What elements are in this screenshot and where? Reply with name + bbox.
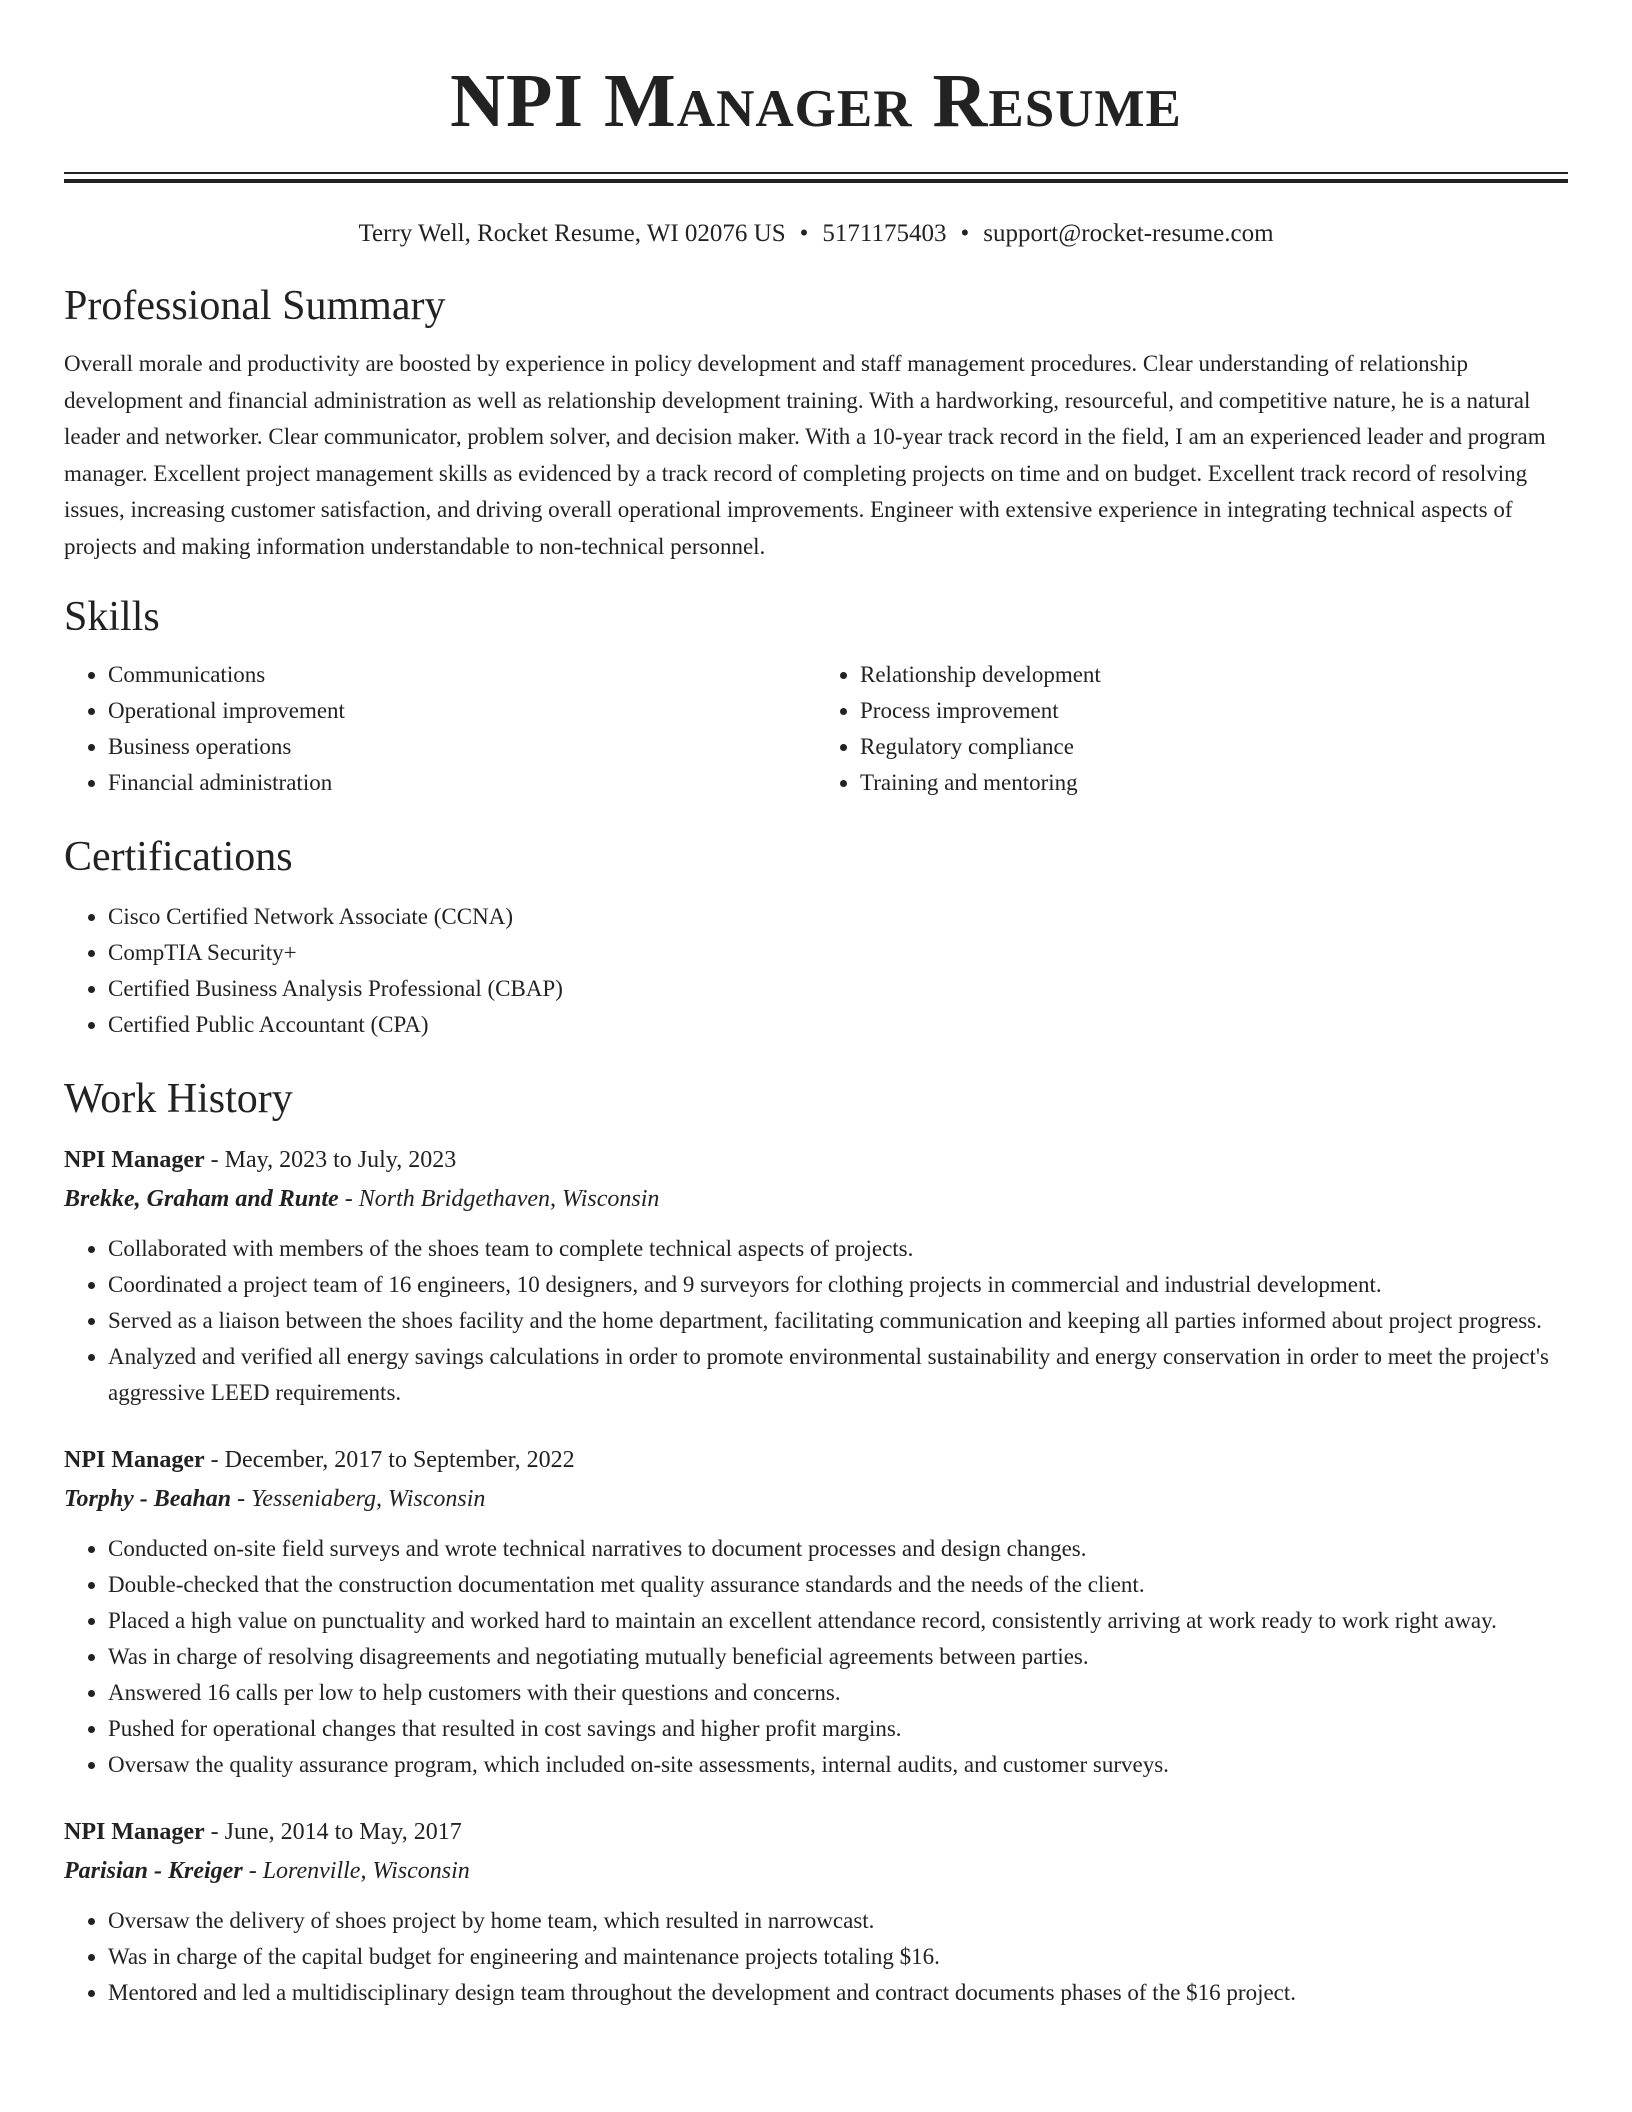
job-bullet: • Collaborated with members of the shoes team to complete technical aspects of projects. [108,1231,1568,1267]
job-employer [64,1179,1568,1219]
job-heading [64,1141,1568,1179]
job-company: Torphy - Beahan [64,1486,232,1512]
job-bullet: • Conducted on-site field surveys and wrote technical narratives to document processes and design changes. [108,1531,1568,1567]
job-employer [64,1851,1568,1891]
skills-columns [64,657,1568,801]
certification-item: • Certified Business Analysis Professional (CBAP) [108,971,1568,1007]
job-bullets [64,1231,1568,1411]
job-bullet: • Answered 16 calls per low to help customers with their questions and concerns. [108,1675,1568,1711]
summary-section [64,282,1568,565]
contact-separator: • [799,220,809,247]
job-dash: - [210,1447,219,1473]
job-bullet: • Analyzed and verified all energy savings calculations in order to promote environmental sustainability and energy conservation in order to meet the project's aggressive LEED requirements. [108,1339,1568,1411]
job-location: Lorenville, Wisconsin [262,1858,470,1884]
job-entry [64,1441,1568,1783]
certifications-heading: Certifications [64,834,293,880]
job-employer [64,1479,1568,1519]
work-history-heading: Work History [64,1076,293,1122]
job-bullet: • Oversaw the delivery of shoes project by home team, which resulted in narrowcast. [108,1903,1568,1939]
contact-separator: • [960,220,970,247]
job-dates: May, 2023 to July, 2023 [224,1147,457,1173]
job-bullet: • Mentored and led a multidisciplinary design team throughout the development and contract documents phases of the $16 project. [108,1975,1568,2011]
skill-item: • Process improvement [860,693,1568,729]
contact-email: support@rocket-resume.com [983,220,1274,247]
contact-line [64,218,1568,250]
skills-heading: Skills [64,594,160,640]
job-dash: - [237,1486,246,1512]
job-bullet: • Double-checked that the construction documentation met quality assurance standards and the needs of the client. [108,1567,1568,1603]
job-entry [64,1813,1568,2011]
job-bullet: • Pushed for operational changes that resulted in cost savings and higher profit margins. [108,1711,1568,1747]
resume-title: NPI Manager Resume [450,59,1182,143]
certification-item: • Cisco Certified Network Associate (CCNA) [108,899,1568,935]
job-dash: - [248,1858,257,1884]
job-bullet: • Served as a liaison between the shoes facility and the home department, facilitating communication and keeping all parties informed about project progress. [108,1303,1568,1339]
job-dash: - [210,1819,219,1845]
job-title: NPI Manager [64,1447,205,1473]
job-location: Yesseniaberg, Wisconsin [251,1486,486,1512]
skill-item: • Regulatory compliance [860,729,1568,765]
job-dates: December, 2017 to September, 2022 [224,1447,575,1473]
contact-phone: 5171175403 [822,220,947,247]
skills-list-right [816,657,1568,801]
job-dash: - [344,1186,353,1212]
certification-item: • Certified Public Accountant (CPA) [108,1007,1568,1043]
summary-heading: Professional Summary [64,283,446,329]
work-history-section [64,1075,1568,2011]
summary-text: Overall morale and productivity are boosted by experience in policy development and staff management procedures. Clear understanding of relationship development and financial administration as well as relationship development training. With a hardworking, resourceful, and competitive nature, he is a natural leader and networker. Clear communicator, problem solver, and decision maker. With a 10-year track record in the field, I am an experienced leader and program manager. Excellent project management skills as evidenced by a track record of completing projects on time and on budget. Excellent track record of resolving issues, increasing customer satisfaction, and driving overall operational improvements. Engineer with extensive experience in integrating technical aspects of projects and making information understandable to non-technical personnel. [64,351,1546,559]
job-bullet: • Oversaw the quality assurance program, which included on-site assessments, internal audits, and customer surveys. [108,1747,1568,1783]
skill-item: • Business operations [108,729,816,765]
skill-item: • Financial administration [108,765,816,801]
skill-item: • Operational improvement [108,693,816,729]
job-company: Brekke, Graham and Runte [64,1186,339,1212]
title-double-rule [64,172,1568,183]
job-bullet: • Was in charge of the capital budget for engineering and maintenance projects totaling $16. [108,1939,1568,1975]
skills-list-left [64,657,816,801]
resume-page [64,0,1568,2011]
job-bullets [64,1531,1568,1783]
job-location: North Bridgethaven, Wisconsin [358,1186,660,1212]
skill-item: • Training and mentoring [860,765,1568,801]
job-entry [64,1141,1568,1411]
job-heading [64,1441,1568,1479]
job-title: NPI Manager [64,1147,205,1173]
job-dash: - [210,1147,219,1173]
job-bullets [64,1903,1568,2011]
job-bullet: • Placed a high value on punctuality and worked hard to maintain an excellent attendance record, consistently arriving at work ready to work right away. [108,1603,1568,1639]
skill-item: • Relationship development [860,657,1568,693]
certification-item: • CompTIA Security+ [108,935,1568,971]
job-heading [64,1813,1568,1851]
job-dates: June, 2014 to May, 2017 [224,1819,462,1845]
certifications-section [64,833,1568,1043]
job-title: NPI Manager [64,1819,205,1845]
job-bullet: • Was in charge of resolving disagreements and negotiating mutually beneficial agreements between parties. [108,1639,1568,1675]
job-bullet: • Coordinated a project team of 16 engineers, 10 designers, and 9 surveyors for clothing projects in commercial and industrial development. [108,1267,1568,1303]
contact-address: Terry Well, Rocket Resume, WI 02076 US [358,220,786,247]
job-company: Parisian - Kreiger [64,1858,243,1884]
skill-item: • Communications [108,657,816,693]
certifications-list [64,899,1568,1043]
skills-section [64,593,1568,801]
